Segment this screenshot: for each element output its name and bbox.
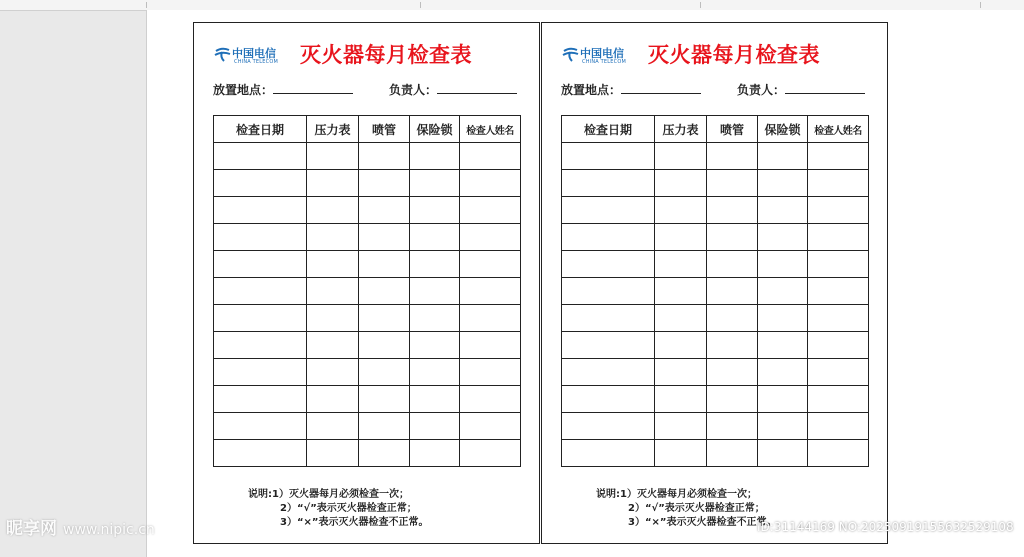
ruler-tick xyxy=(700,2,701,8)
instructions xyxy=(596,488,776,530)
table-cell[interactable] xyxy=(359,197,410,224)
col-nozzle: 喷管 xyxy=(359,116,410,143)
instruction-line: 2）“√”表示灭火器检查正常； xyxy=(628,503,765,514)
table-cell[interactable] xyxy=(410,170,460,197)
table-cell[interactable] xyxy=(655,332,707,359)
table-row xyxy=(562,413,869,440)
col-nozzle: 喷管 xyxy=(707,116,758,143)
responsible-field xyxy=(389,81,517,98)
table-cell[interactable] xyxy=(307,278,359,305)
table-row xyxy=(562,170,869,197)
table-cell[interactable] xyxy=(214,386,307,413)
table-cell[interactable] xyxy=(707,251,758,278)
table-row xyxy=(562,251,869,278)
table-cell[interactable] xyxy=(655,224,707,251)
ruler-tick xyxy=(146,2,147,8)
table-cell[interactable] xyxy=(758,143,808,170)
ruler-tick xyxy=(420,2,421,8)
instruction-line: 3）“×”表示灭火器检查不正常。 xyxy=(628,517,777,528)
responsible-blank xyxy=(437,81,517,94)
table-cell[interactable] xyxy=(460,440,521,467)
table-cell[interactable] xyxy=(655,278,707,305)
location-label: 放置地点： xyxy=(561,83,622,97)
table-cell[interactable] xyxy=(758,386,808,413)
table-cell[interactable] xyxy=(758,413,808,440)
table-cell[interactable] xyxy=(307,359,359,386)
col-inspection-date: 检查日期 xyxy=(562,116,655,143)
table-cell[interactable] xyxy=(655,386,707,413)
watermark-url: www.nipic.cn xyxy=(63,522,155,538)
table-cell[interactable] xyxy=(460,224,521,251)
table-row xyxy=(214,413,521,440)
table-row xyxy=(562,305,869,332)
responsible-field xyxy=(737,81,865,98)
table-row xyxy=(214,143,521,170)
location-label: 放置地点： xyxy=(213,83,274,97)
table-cell[interactable] xyxy=(359,305,410,332)
table-cell[interactable] xyxy=(214,332,307,359)
table-cell[interactable] xyxy=(808,143,869,170)
logo-name-en: CHINA TELECOM xyxy=(582,59,626,65)
table-cell[interactable] xyxy=(707,386,758,413)
col-safety-lock: 保险锁 xyxy=(758,116,808,143)
table-cell[interactable] xyxy=(214,170,307,197)
table-cell[interactable] xyxy=(410,413,460,440)
location-field xyxy=(213,81,353,98)
table-cell[interactable] xyxy=(562,197,655,224)
table-cell[interactable] xyxy=(808,305,869,332)
table-row xyxy=(562,224,869,251)
table-cell[interactable] xyxy=(214,413,307,440)
table-cell[interactable] xyxy=(359,170,410,197)
table-cell[interactable] xyxy=(808,251,869,278)
table-cell[interactable] xyxy=(307,224,359,251)
table-cell[interactable] xyxy=(307,251,359,278)
inspection-table xyxy=(213,115,521,467)
table-cell[interactable] xyxy=(460,305,521,332)
table-cell[interactable] xyxy=(707,170,758,197)
table-cell[interactable] xyxy=(410,440,460,467)
table-cell[interactable] xyxy=(758,197,808,224)
table-cell[interactable] xyxy=(359,359,410,386)
table-cell[interactable] xyxy=(359,224,410,251)
table-row xyxy=(214,197,521,224)
table-cell[interactable] xyxy=(808,413,869,440)
col-inspector-name: 检查人姓名 xyxy=(460,116,521,143)
location-blank xyxy=(273,81,353,94)
location-field xyxy=(561,81,701,98)
table-cell[interactable] xyxy=(758,440,808,467)
table-cell[interactable] xyxy=(707,359,758,386)
table-row xyxy=(214,332,521,359)
table-cell[interactable] xyxy=(460,278,521,305)
table-row xyxy=(214,251,521,278)
responsible-blank xyxy=(785,81,865,94)
table-cell[interactable] xyxy=(562,170,655,197)
table-cell[interactable] xyxy=(410,251,460,278)
table-cell[interactable] xyxy=(655,197,707,224)
china-telecom-logo-icon xyxy=(562,46,579,62)
responsible-label: 负责人： xyxy=(737,83,786,97)
table-cell[interactable] xyxy=(562,359,655,386)
table-cell[interactable] xyxy=(758,278,808,305)
table-cell[interactable] xyxy=(214,359,307,386)
inspection-sheet-right xyxy=(541,22,888,544)
table-cell[interactable] xyxy=(307,197,359,224)
table-cell[interactable] xyxy=(655,440,707,467)
table-header-row xyxy=(214,116,521,143)
table-cell[interactable] xyxy=(359,440,410,467)
table-cell[interactable] xyxy=(214,278,307,305)
logo-name-cn: 中国电信 xyxy=(232,47,276,60)
table-cell[interactable] xyxy=(359,386,410,413)
table-row xyxy=(214,359,521,386)
table-row xyxy=(214,305,521,332)
table-cell[interactable] xyxy=(410,359,460,386)
china-telecom-logo xyxy=(562,44,642,66)
table-cell[interactable] xyxy=(307,170,359,197)
table-cell[interactable] xyxy=(460,143,521,170)
table-cell[interactable] xyxy=(307,143,359,170)
table-cell[interactable] xyxy=(562,224,655,251)
table-cell[interactable] xyxy=(808,359,869,386)
table-cell[interactable] xyxy=(214,440,307,467)
table-row xyxy=(214,278,521,305)
table-cell[interactable] xyxy=(562,386,655,413)
table-cell[interactable] xyxy=(562,413,655,440)
table-cell[interactable] xyxy=(707,413,758,440)
table-cell[interactable] xyxy=(808,170,869,197)
table-cell[interactable] xyxy=(707,224,758,251)
responsible-label: 负责人： xyxy=(389,83,438,97)
table-cell[interactable] xyxy=(359,332,410,359)
table-cell[interactable] xyxy=(562,440,655,467)
table-cell[interactable] xyxy=(655,251,707,278)
location-blank xyxy=(621,81,701,94)
col-inspector-name: 检查人姓名 xyxy=(808,116,869,143)
instructions xyxy=(248,488,428,530)
watermark-brand: 昵享网 xyxy=(6,519,57,539)
table-row xyxy=(562,332,869,359)
table-cell[interactable] xyxy=(460,170,521,197)
table-header-row xyxy=(562,116,869,143)
table-cell[interactable] xyxy=(460,413,521,440)
table-cell[interactable] xyxy=(214,251,307,278)
inspection-sheet-left xyxy=(193,22,540,544)
table-cell[interactable] xyxy=(214,143,307,170)
table-cell[interactable] xyxy=(214,224,307,251)
table-row xyxy=(562,386,869,413)
table-row xyxy=(562,278,869,305)
table-cell[interactable] xyxy=(410,305,460,332)
table-cell[interactable] xyxy=(460,386,521,413)
table-cell[interactable] xyxy=(707,305,758,332)
table-cell[interactable] xyxy=(410,332,460,359)
table-cell[interactable] xyxy=(758,359,808,386)
table-row xyxy=(214,224,521,251)
table-row xyxy=(562,143,869,170)
table-cell[interactable] xyxy=(562,332,655,359)
logo-name-cn: 中国电信 xyxy=(580,47,624,60)
col-inspection-date: 检查日期 xyxy=(214,116,307,143)
table-cell[interactable] xyxy=(562,143,655,170)
table-cell[interactable] xyxy=(707,197,758,224)
form-title: 灭火器每月检查表 xyxy=(300,43,472,67)
table-cell[interactable] xyxy=(707,278,758,305)
table-cell[interactable] xyxy=(707,332,758,359)
table-cell[interactable] xyxy=(707,143,758,170)
table-cell[interactable] xyxy=(655,305,707,332)
table-cell[interactable] xyxy=(808,386,869,413)
table-cell[interactable] xyxy=(655,143,707,170)
table-cell[interactable] xyxy=(808,224,869,251)
table-cell[interactable] xyxy=(460,251,521,278)
col-pressure-gauge: 压力表 xyxy=(655,116,707,143)
table-row xyxy=(214,386,521,413)
china-telecom-logo-icon xyxy=(214,46,231,62)
table-cell[interactable] xyxy=(562,278,655,305)
col-pressure-gauge: 压力表 xyxy=(307,116,359,143)
table-cell[interactable] xyxy=(359,251,410,278)
table-cell[interactable] xyxy=(307,413,359,440)
table-cell[interactable] xyxy=(214,197,307,224)
col-safety-lock: 保险锁 xyxy=(410,116,460,143)
instruction-line: 说明:1）灭火器每月必须检查一次； xyxy=(596,489,757,500)
table-cell[interactable] xyxy=(808,278,869,305)
table-cell[interactable] xyxy=(307,440,359,467)
table-cell[interactable] xyxy=(410,143,460,170)
table-cell[interactable] xyxy=(808,440,869,467)
table-cell[interactable] xyxy=(307,305,359,332)
table-row xyxy=(562,440,869,467)
table-cell[interactable] xyxy=(758,251,808,278)
inspection-table xyxy=(561,115,869,467)
table-cell[interactable] xyxy=(758,170,808,197)
table-cell[interactable] xyxy=(758,305,808,332)
image-id-watermark: ID:31144169 NO:20250919155632529108 xyxy=(757,520,1014,534)
table-cell[interactable] xyxy=(655,413,707,440)
ruler-tick xyxy=(980,2,981,8)
table-row xyxy=(214,440,521,467)
table-cell[interactable] xyxy=(758,224,808,251)
table-cell[interactable] xyxy=(410,278,460,305)
table-row xyxy=(562,197,869,224)
table-row xyxy=(214,170,521,197)
table-cell[interactable] xyxy=(655,170,707,197)
table-cell[interactable] xyxy=(562,305,655,332)
table-cell[interactable] xyxy=(307,386,359,413)
china-telecom-logo xyxy=(214,44,294,66)
table-cell[interactable] xyxy=(359,143,410,170)
instruction-line: 3）“×”表示灭火器检查不正常。 xyxy=(280,517,429,528)
table-cell[interactable] xyxy=(359,278,410,305)
table-cell[interactable] xyxy=(758,332,808,359)
table-cell[interactable] xyxy=(214,305,307,332)
table-cell[interactable] xyxy=(307,332,359,359)
table-cell[interactable] xyxy=(655,359,707,386)
table-cell[interactable] xyxy=(410,224,460,251)
table-cell[interactable] xyxy=(808,197,869,224)
table-cell[interactable] xyxy=(808,332,869,359)
instruction-line: 说明:1）灭火器每月必须检查一次； xyxy=(248,489,409,500)
table-cell[interactable] xyxy=(707,440,758,467)
table-cell[interactable] xyxy=(460,197,521,224)
logo-name-en: CHINA TELECOM xyxy=(234,59,278,65)
form-title: 灭火器每月检查表 xyxy=(648,43,820,67)
table-cell[interactable] xyxy=(410,386,460,413)
table-cell[interactable] xyxy=(562,251,655,278)
instruction-line: 2）“√”表示灭火器检查正常； xyxy=(280,503,417,514)
site-watermark xyxy=(6,514,155,539)
table-row xyxy=(562,359,869,386)
table-cell[interactable] xyxy=(460,332,521,359)
table-cell[interactable] xyxy=(359,413,410,440)
table-cell[interactable] xyxy=(410,197,460,224)
table-cell[interactable] xyxy=(460,359,521,386)
